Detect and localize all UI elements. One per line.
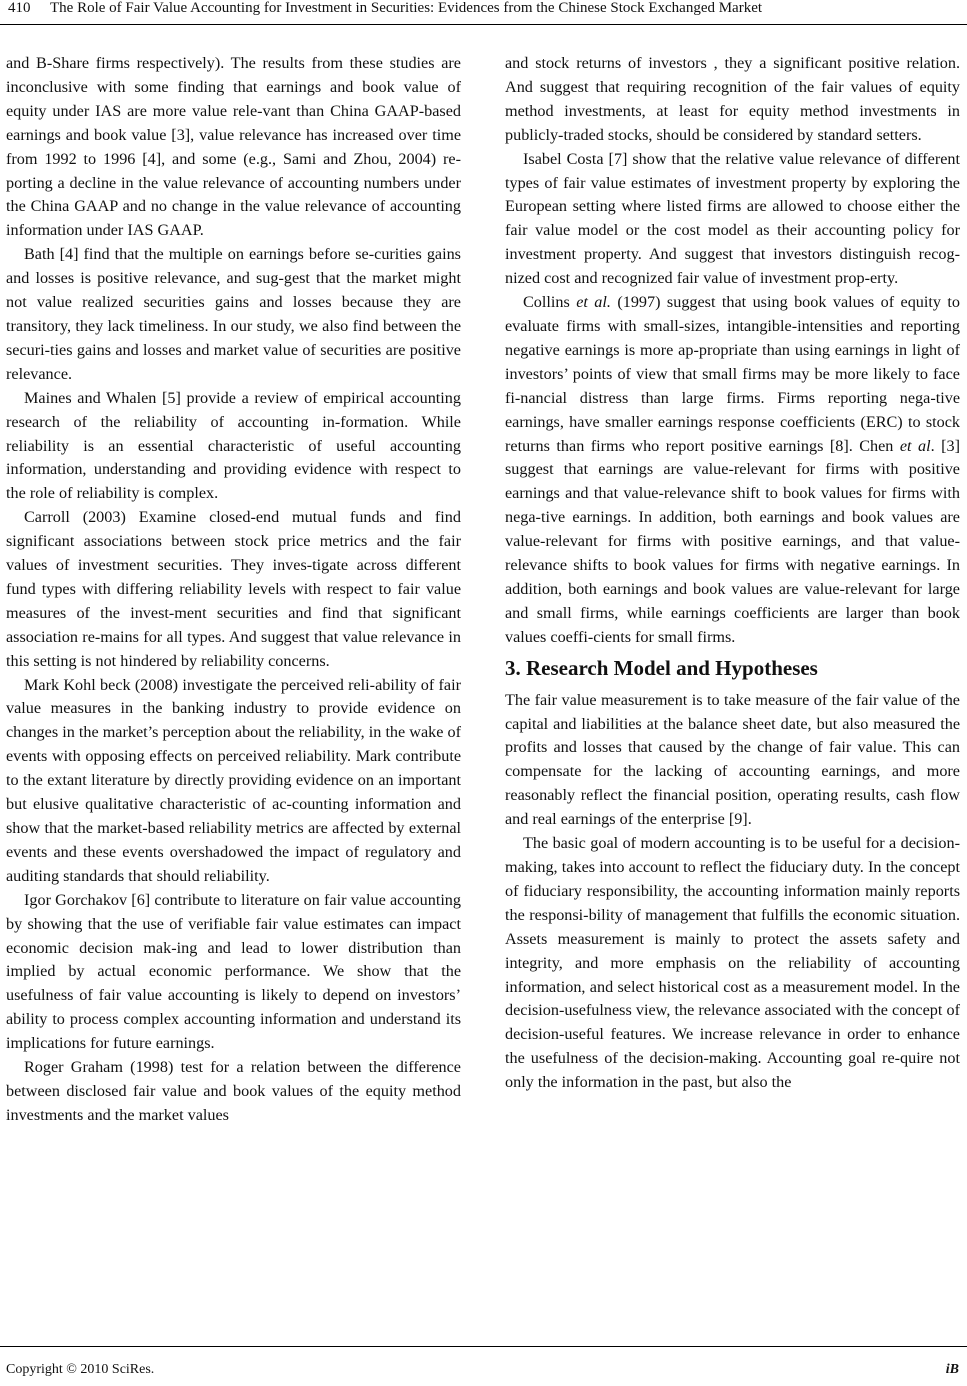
paragraph: and stock returns of investors , they a significant positive relation. And suggest that requiring recognition of the fair values of equity method investments, at least for equity method investments in publicly-traded stocks, should be considered by standard setters. xyxy=(505,54,960,144)
running-title: The Role of Fair Value Accounting for Investment in Securities: Evidences from the Chinese Stock Exchanged Market xyxy=(50,0,763,16)
paragraph: Isabel Costa [7] show that the relative value relevance of different types of fair value estimates of investment property by exploring the European setting where listed firms are allowed to choose either the fair value model or the cost model as their accounting policy for investment property. And suggest that investors distinguish recog-nized cost and recognized fair value of investment prop-erty. xyxy=(505,149,960,288)
section-heading: 3. Research Model and Hypotheses xyxy=(505,655,818,680)
paragraph: The basic goal of modern accounting is to be useful for a decision-making, takes into account to reflect the fiduciary duty. In the concept of fiduciary responsibility, the accounting information mainly reports the responsi-bility of management that fulfills the economic situation. Assets measurement is mainly to protect the assets safety and integrity, and more emphasis on the reliability of accounting information, and select historical cost as a measurement model. In the decision-usefulness view, the relevance associated with the concept of decision-useful features. We increase relevance in order to enhance the usefulness of the decision-making. Accounting goal re-quire not only the information in the past, but also the xyxy=(505,834,960,1092)
paragraph: and B-Share firms respectively). The results from these studies are inconclusive with some finding that earnings and book value of equity under IAS are more value rele-vant than China GAAP-based earnings and book value [3], value relevance has increased over time from 1992 to 1996 [4], and some (e.g., Sami and Zhou, 2004) re-porting a decline in the value relevance of accounting numbers under the China GAAP and no change in the value relevance of accounting information under IAS GAAP. xyxy=(6,54,461,240)
page-number: 410 xyxy=(8,0,31,16)
paragraph: The fair value measurement is to take measure of the fair value of the capital and liabilities at the balance sheet date, but also measured the profits and losses that caused by the change of fair value. This can compensate for the lacking of accounting earnings, and more reasonably reflect the financial position, operating results, cash flow and real earnings of the enterprise [9]. xyxy=(505,690,960,829)
paragraph: Roger Graham (1998) test for a relation between the difference between disclosed fair value and book values of the equity method investments and the market values xyxy=(6,1058,461,1124)
paragraph: Carroll (2003) Examine closed-end mutual funds and find significant associations between stock price metrics and the fair values of investment securities. They inves-tigate across different fund types with differing reliability levels with respect to fair value measures of the invest-ment securities and find that significant association re-mains for all types. And suggest that value relevance in this setting is not hindered by reliability concerns. xyxy=(6,508,461,670)
header-rule xyxy=(0,24,967,25)
journal-logo: iB xyxy=(945,1362,959,1377)
paragraph: Maines and Whalen [5] provide a review of empirical accounting research of the reliability of accounting in-formation. While reliability is an essential characteristic of useful accounting information, understanding and providing evidence with respect to the role of reliability is complex. xyxy=(6,388,461,503)
paragraph-text: . [3] suggest that earnings are value-relevant for firms with positive earnings and that value-relevance shift to book values for firms with nega-tive earnings. In addition, both earnings and book values are value-relevant for firms with positive earnings, and that value-relevance shifts to book values for firms with negative earnings. In addition, both earnings and book values are value-relevant for large and small firms, while earnings coefficients are larger than book values coeffi-cients for small firms. xyxy=(505,436,961,646)
left-column xyxy=(6,52,461,1128)
paragraph: Igor Gorchakov [6] contribute to literature on fair value accounting by showing that the use of verifiable fair value estimates can impact economic decision mak-ing and lead to lower distribution than implied by actual economic performance. We show that the usefulness of fair value accounting is likely to depend on investors’ ability to process complex accounting information and understand its implications for future earnings. xyxy=(6,890,461,1053)
copyright: Copyright © 2010 SciRes. xyxy=(6,1362,155,1377)
citation-author: Collins xyxy=(523,293,577,312)
et-al: et al xyxy=(899,436,931,455)
page-header xyxy=(0,0,967,24)
paragraph xyxy=(505,291,960,650)
paragraph: Bath [4] find that the multiple on earnings before se-curities gains and losses is positive relevance, and sug-gest that the market might not value realized securities gains and losses because they are transitory, they lack timeliness. In our study, we also find between the securi-ties gains and losses and market value of securities are positive relevance. xyxy=(6,245,461,383)
footer-rule xyxy=(0,1346,967,1347)
et-al: et al. xyxy=(576,293,611,312)
paragraph: Mark Kohl beck (2008) investigate the perceived reli-ability of fair value measures in the banking industry to provide evidence on changes in the market’s perception about the reliability, in the wake of events with opposing effects on perceived reliability. Mark contribute to the extant literature by directly providing evidence on an important but elusive qualitative characteristic of ac-counting information and show that the market-based reliability metrics are affected by external events and these events overshadowed the impact of regulatory and auditing standards that should reliability. xyxy=(6,675,461,885)
right-column xyxy=(505,52,960,1095)
paragraph-text: (1997) suggest that using book values of equity to evaluate firms with small-sizes, intangible-intensities and reporting negative earnings is more ap-propriate than using earnings in light of investors’ points of view that small firms may be more likely to face fi-nancial distress than large firms. Firms reporting nega-tive earnings, have smaller earnings response coefficients (ERC) to stock returns than firms who report positive earnings [8]. Chen xyxy=(505,293,960,455)
